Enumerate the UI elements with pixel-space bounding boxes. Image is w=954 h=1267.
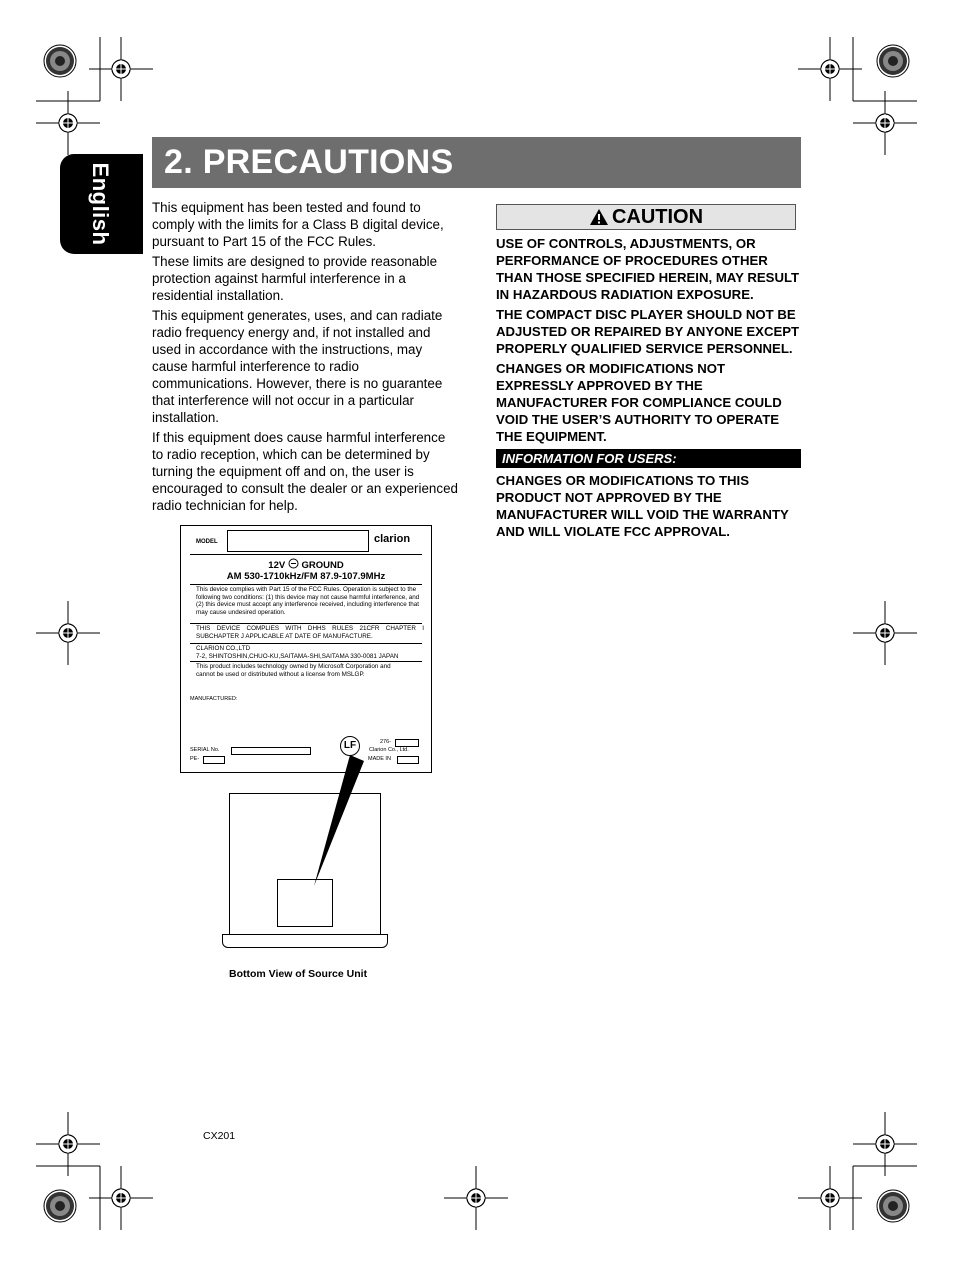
source-unit-front-panel [222,934,388,948]
label-serial-caption: SERIAL No. [190,747,220,753]
section-title-bar [152,137,801,188]
fcc-statement [152,199,458,517]
label-made-in-caption: MADE IN [368,756,391,762]
page-title: 2. PRECAUTIONS [164,143,454,181]
label-dhhs-text: THIS DEVICE COMPLIES WITH DHHS RULES 21CFR CHAPTER I SUBCHAPTER J APPLICABLE AT DATE OF MANUFACTURE. [196,625,424,640]
fcc-paragraph-3: This equipment generates, uses, and can radiate radio frequency energy and, if not installed and used in accordance with the instructions, may cause harmful interference to radio communications. However, there is no guarantee that interference will not occur in a particular installation. [152,308,443,425]
fcc-paragraph-2: These limits are designed to provide reasonable protection against harmful interference in a residential installation. [152,254,438,303]
label-model-box [227,530,369,552]
label-power-prefix: 12V [268,560,286,571]
product-label-illustration [180,525,432,773]
label-serial-box [231,747,311,755]
label-ms-text: This product includes technology owned by Microsoft Corporation and cannot be used or distributed without a license from MSLGP. [196,663,391,678]
language-tab [60,154,143,254]
label-code-prefix: 276- [380,739,392,745]
caution-heading-box [496,204,796,230]
caution-text [496,235,801,543]
info-for-users-paragraph: CHANGES OR MODIFICATIONS TO THIS PRODUCT NOT APPROVED BY THE MANUFACTURER WILL VOID THE WARRANTY AND WILL VIOLATE FCC APPROVAL. [496,473,789,539]
label-made-in-box [397,756,419,764]
label-company: CLARION CO.,LTD [196,645,251,652]
label-manufactured: MANUFACTURED: [190,696,238,702]
label-fcc-text: This device complies with Part 15 of the FCC Rules. Operation is subject to the following two conditions: (1) this device may not cause harmful interference, and (2) this device must accept any interference received, including interference that may cause undesired operation. [196,586,420,616]
info-for-users-heading: INFORMATION FOR USERS: [496,449,801,468]
warning-triangle-icon [589,208,609,226]
caution-heading: CAUTION [611,206,704,228]
label-brand: clarion [374,533,411,545]
label-pe-box [203,756,225,764]
label-pe-caption: PE- [190,756,200,762]
label-power-suffix: GROUND [301,560,344,571]
caution-paragraph-2: THE COMPACT DISC PLAYER SHOULD NOT BE ADJUSTED OR REPAIRED BY ANYONE EXCEPT PROPERLY QUALIFIED SERVICE PERSONNEL. [496,307,800,356]
label-power-rating [181,558,431,582]
fcc-paragraph-4: If this equipment does cause harmful interference to radio reception, which can be determined by turning the equipment off and on, the user is encouraged to consult the dealer or an experienced radio technician for help. [152,430,458,513]
label-bands: AM 530-1710kHz/FM 87.9-107.9MHz [226,571,386,582]
label-pointer [300,755,370,890]
label-maker: Clarion Co., Ltd. [369,747,409,753]
label-code-box [395,739,419,747]
dc-ground-icon [288,558,299,569]
model-code: CX201 [203,1130,236,1142]
language-tab-label: English [88,162,113,246]
caution-paragraph-3: CHANGES OR MODIFICATIONS NOT EXPRESSLY APPROVED BY THE MANUFACTURER FOR COMPLIANCE COULD VOID THE USER’S AUTHORITY TO OPERATE THE EQUIPMENT. [496,361,782,444]
label-model-caption: MODEL [196,539,218,545]
label-address: 7-2, SHINTOSHIN,CHUO-KU,SAITAMA-SHI,SAITAMA 330-0081 JAPAN [196,653,399,660]
label-lf-mark: LF [340,736,360,756]
fcc-paragraph-1: This equipment has been tested and found to comply with the limits for a Class B digital device, pursuant to Part 15 of the FCC Rules. [152,200,444,249]
caution-paragraph-1: USE OF CONTROLS, ADJUSTMENTS, OR PERFORMANCE OF PROCEDURES OTHER THAN THOSE SPECIFIED HEREIN, MAY RESULT IN HAZARDOUS RADIATION EXPOSURE. [496,236,800,302]
figure-caption: Bottom View of Source Unit [229,968,368,980]
